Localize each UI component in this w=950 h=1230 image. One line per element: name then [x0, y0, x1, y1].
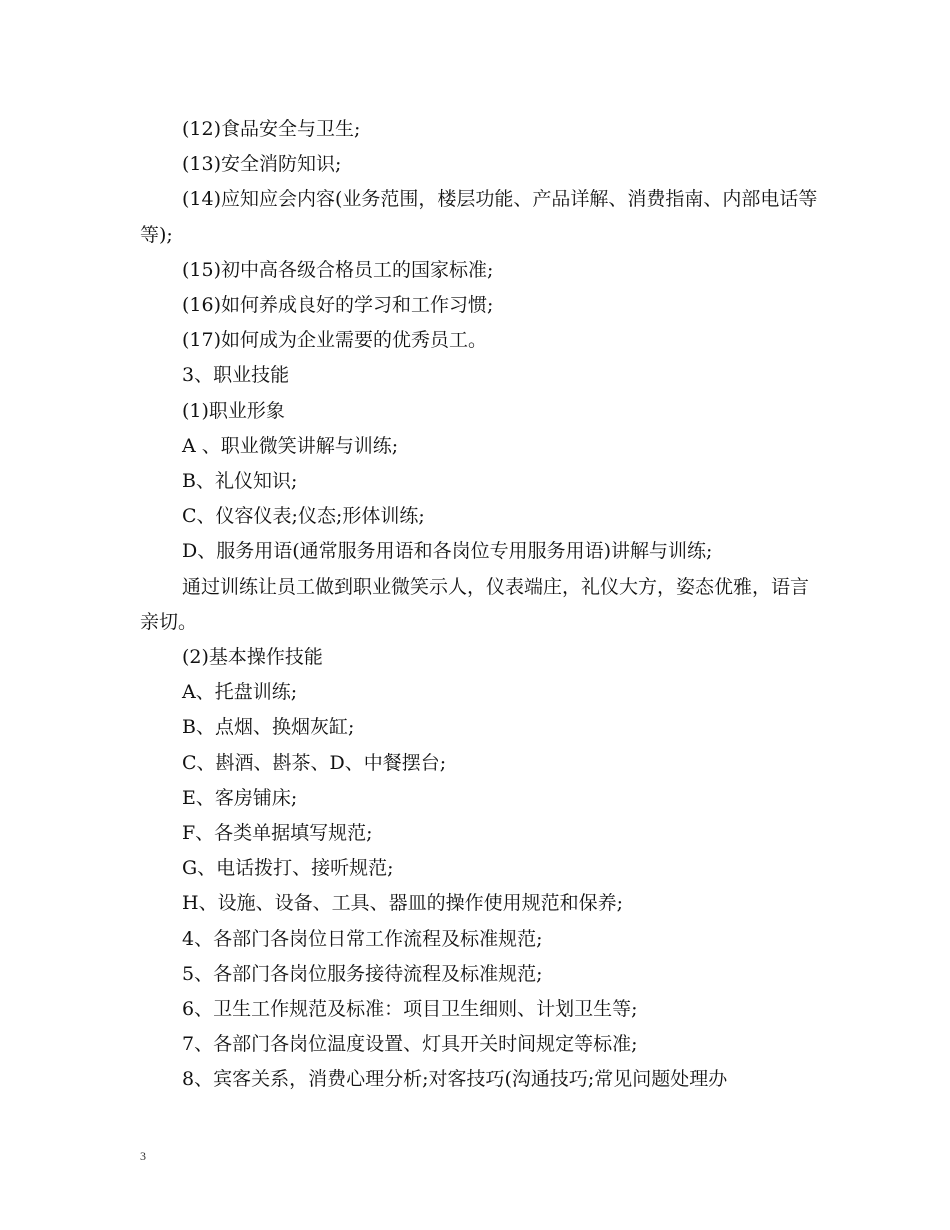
text-paragraph: 通过训练让员工做到职业微笑示人，仪表端庄，礼仪大方，姿态优雅，语言亲切。	[140, 575, 810, 633]
text-line: (17)如何成为企业需要的优秀员工。	[182, 329, 488, 352]
text-line: D、服务用语(通常服务用语和各岗位专用服务用语)讲解与训练;	[182, 540, 713, 563]
section-heading: 8、宾客关系，消费心理分析;对客技巧(沟通技巧;常见问题处理办	[182, 1068, 728, 1091]
text-line: H、设施、设备、工具、器皿的操作使用规范和保养;	[182, 892, 623, 915]
section-heading: 3、职业技能	[182, 364, 290, 387]
text-line: F、各类单据填写规范;	[182, 822, 373, 845]
text-line: A、托盘训练;	[182, 681, 298, 704]
text-line: G、电话拨打、接听规范;	[182, 857, 394, 880]
text-line: E、客房铺床;	[182, 786, 298, 809]
section-heading: 4、各部门各岗位日常工作流程及标准规范;	[182, 927, 543, 950]
section-heading: 7、各部门各岗位温度设置、灯具开关时间规定等标准;	[182, 1033, 638, 1056]
text-line: B、点烟、换烟灰缸;	[182, 716, 355, 739]
section-heading: 5、各部门各岗位服务接待流程及标准规范;	[182, 962, 543, 985]
page-body	[140, 112, 820, 1098]
text-line: B、礼仪知识;	[182, 470, 298, 493]
text-line: (14)应知应会内容(业务范围，楼层功能、产品详解、消费指南、内部电话等等);	[140, 188, 818, 246]
text-line: (13)安全消防知识;	[182, 153, 342, 176]
text-line: (12)食品安全与卫生;	[182, 118, 361, 140]
text-line: C、仪容仪表;仪态;形体训练;	[182, 505, 425, 528]
text-line: C、斟酒、斟茶、D、中餐摆台;	[182, 751, 447, 774]
text-line: (16)如何养成良好的学习和工作习惯;	[182, 294, 494, 317]
subsection-heading: (1)职业形象	[182, 399, 285, 422]
section-heading: 6、卫生工作规范及标准：项目卫生细则、计划卫生等;	[182, 998, 638, 1021]
subsection-heading: (2)基本操作技能	[182, 646, 323, 669]
text-line: A 、职业微笑讲解与训练;	[182, 434, 399, 457]
text-line: (15)初中高各级合格员工的国家标准;	[182, 258, 494, 281]
page-number: 3	[140, 1149, 146, 1163]
